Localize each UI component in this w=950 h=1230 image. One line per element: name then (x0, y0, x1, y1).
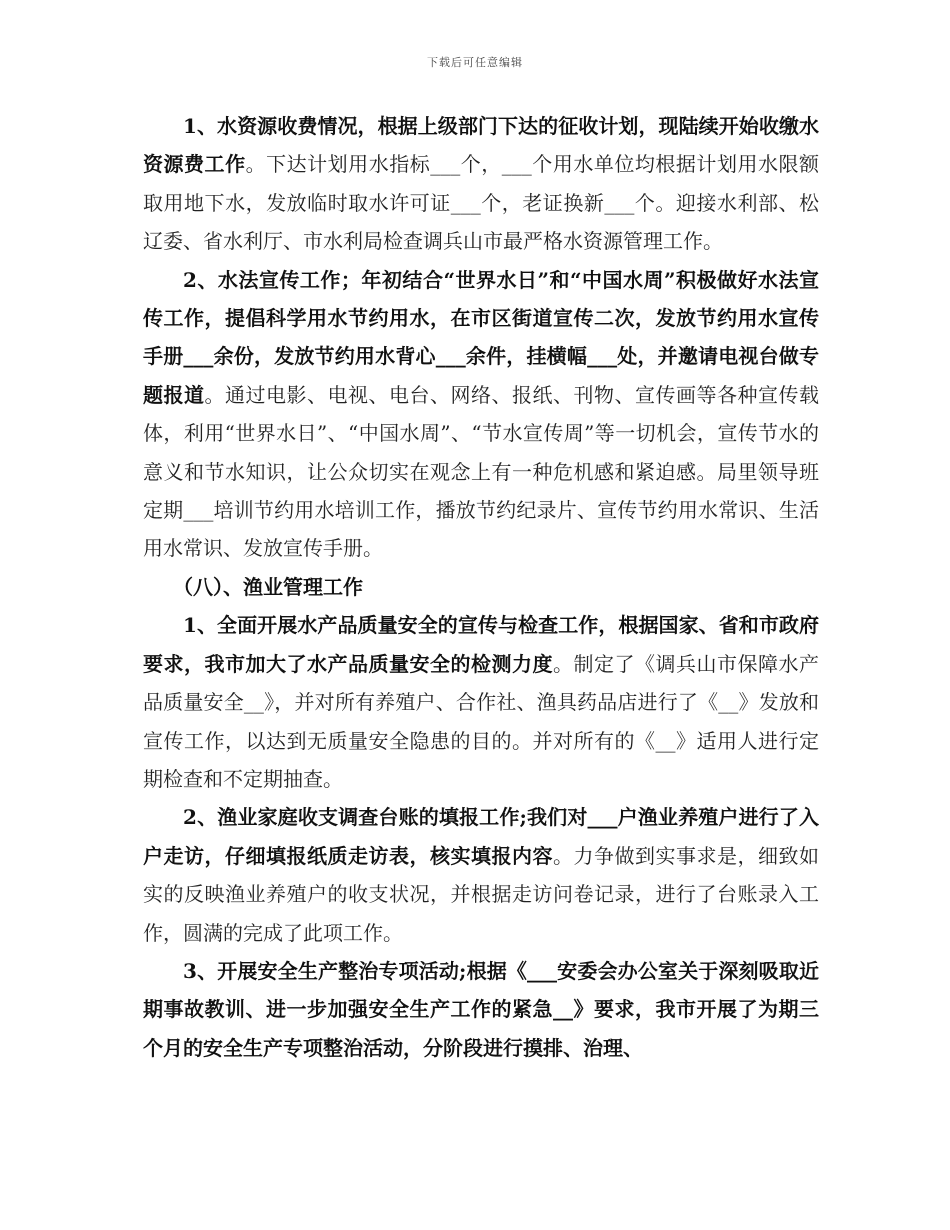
paragraph-water-fee (143, 107, 819, 261)
paragraph-lead: 1、水资源收费情况，根据上级部门下达的征收计划，现陆续开始收缴水资源费工作 (143, 114, 819, 177)
paragraph-aquatic-quality (143, 606, 819, 798)
paragraph-lead: 3、开展安全生产整治专项活动;根据《___安委会办公室关于深刻吸取近期事故教训、进一步加强安全生产工作的紧急__》要求，我市开展了为期三个月的安全生产专项整治活动，分阶段进行摸排、治理、 (143, 958, 819, 1060)
paragraph-lead: 2、水法宣传工作；年初结合“世界水日”和“中国水周”积极做好水法宣传工作，提倡科学用水节约用水，在市区街道宣传二次，发放节约用水宣传手册___余份，发放节约用水背心___余件，挂横幅___处，并邀请电视台做专题报道 (143, 267, 819, 407)
paragraph-text: 。通过电影、电视、电台、网络、报纸、刊物、宣传画等各种宣传载体，利用“世界水日”、“中国水周”、“节水宣传周”等一切机会，宣传节水的意义和节水知识，让公众切实在观念上有一种危机感和紧迫感。局里领导班定期___培训节约用水培训工作，播放节约纪录片、宣传节约用水常识、生活用水常识、发放宣传手册。 (143, 382, 819, 561)
paragraph-household-survey (143, 798, 819, 952)
paragraph-safety-campaign (143, 952, 819, 1067)
paragraph-lead: 2、渔业家庭收支调查台账的填报工作;我们对___户渔业养殖户进行了入户走访，仔细填报纸质走访表，核实填报内容 (143, 805, 819, 868)
section-heading-fishery: （八）、渔业管理工作 (173, 574, 363, 599)
document-body (143, 107, 819, 1067)
paragraph-water-law (143, 261, 819, 568)
paragraph-text: 。力争做到实事求是，细致如实的反映渔业养殖户的收支状况，并根据走访问卷记录，进行了台账录入工作，圆满的完成了此项工作。 (143, 843, 819, 945)
page-header: 下载后可任意编辑 (427, 56, 523, 69)
paragraph-text: 。下达计划用水指标___个，___个用水单位均根据计划用水限额取用地下水，发放临时取水许可证___个，老证换新___个。迎接水利部、松辽委、省水利厅、市水利局检查调兵山市最严格水资源管理工作。 (143, 152, 820, 254)
paragraph-text: 。制定了《调兵山市保障水产品质量安全__》，并对所有养殖户、合作社、渔具药品店进行了《__》发放和宣传工作，以达到无质量安全隐患的目的。并对所有的《__》适用人进行定期检查和不定期抽查。 (143, 651, 819, 791)
paragraph-lead: 1、全面开展水产品质量安全的宣传与检查工作，根据国家、省和市政府要求，我市加大了水产品质量安全的检测力度 (143, 613, 819, 676)
